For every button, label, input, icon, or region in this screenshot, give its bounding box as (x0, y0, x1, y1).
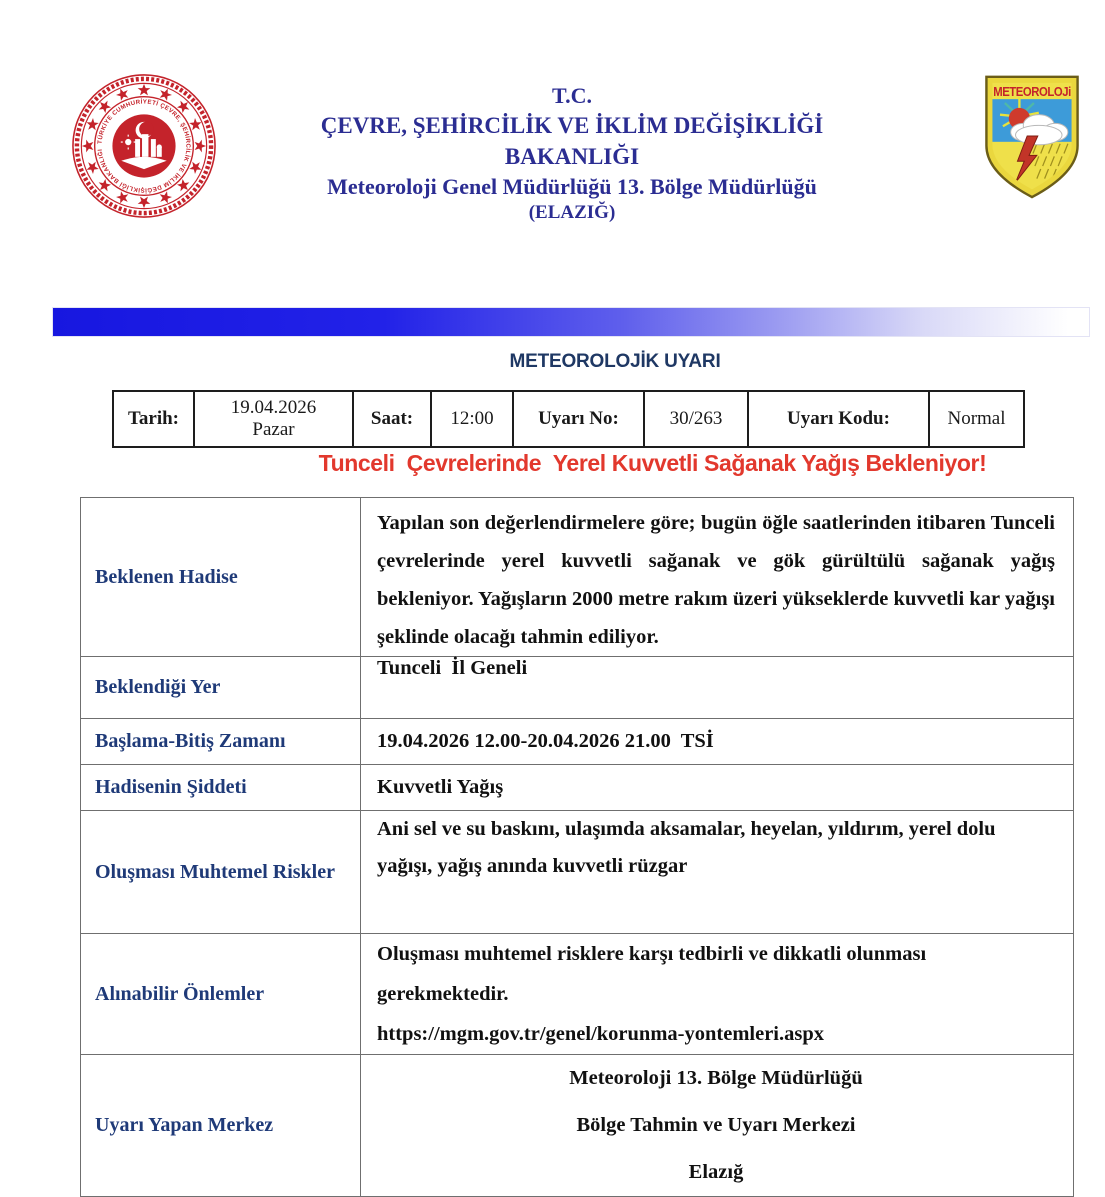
section-title: METEOROLOJİK UYARI (509, 351, 721, 372)
warning-detail-table (80, 497, 1074, 1197)
onlemler-text: Oluşması muhtemel risklere karşı tedbirli ve dikkatli olunması gerekmektedir. (377, 943, 927, 1005)
table-row (81, 811, 1074, 934)
warning-info-table (112, 390, 1025, 448)
saat-value: 12:00 (432, 392, 514, 446)
row-label-hadisenin-siddeti: Hadisenin Şiddeti (81, 765, 361, 811)
uyari-no-value: 30/263 (645, 392, 749, 446)
table-row (81, 719, 1074, 765)
header-ministry2: BAKANLIĞI (504, 144, 640, 169)
onlemler-url: https://mgm.gov.tr/genel/korunma-yontemleri.aspx (377, 1023, 824, 1045)
blue-gradient-divider (52, 307, 1090, 337)
row-label-riskler: Oluşması Muhtemel Riskler (81, 811, 361, 934)
shield-title-text: METEOROLOJi (993, 85, 1071, 100)
row-content-baslama-bitis: 19.04.2026 12.00-20.04.2026 21.00 TSİ (361, 719, 1074, 765)
uyari-no-label: Uyarı No: (514, 392, 645, 446)
row-label-onlemler: Alınabilir Önlemler (81, 934, 361, 1055)
row-content-beklenen-hadise: Yapılan son değerlendirmelere göre; bugün öğle saatlerinden itibaren Tunceli çevrelerinde yerel kuvvetli sağanak ve gök gürültülü sağanak yağış bekleniyor. Yağışların 2000 metre rakım üzeri yükseklerde kuvvetli kar yağışı şeklinde olacağı tahmin ediliyor. (361, 498, 1074, 657)
meteorology-shield-logo (976, 72, 1088, 200)
merkez-line-1: Meteoroloji 13. Bölge Müdürlüğü (569, 1067, 863, 1089)
table-row (81, 498, 1074, 657)
saat-label: Saat: (354, 392, 432, 446)
row-content-hadisenin-siddeti: Kuvvetli Yağış (361, 765, 1074, 811)
warning-headline: Tunceli Çevrelerinde Yerel Kuvvetli Sağanak Yağış Bekleniyor! (318, 450, 987, 476)
ministry-seal-logo (70, 72, 218, 220)
row-content-beklendigi-yer: Tunceli İl Geneli (361, 657, 1074, 719)
tarih-date: 19.04.2026 (230, 397, 317, 418)
table-row (81, 1055, 1074, 1197)
header-department: Meteoroloji Genel Müdürlüğü 13. Bölge Müdürlüğü (327, 174, 817, 199)
row-content-riskler: Ani sel ve su baskını, ulaşımda aksamalar, heyelan, yıldırım, yerel dolu yağışı, yağış anında kuvvetli rüzgar (361, 811, 1074, 934)
tarih-value (195, 392, 354, 446)
merkez-line-3: Elazığ (688, 1161, 744, 1183)
seal-circular-text: TÜRKİYE CUMHURİYETİ ÇEVRE, ŞEHİRCİLİK VE İKLİM DEĞİŞİKLİĞİ BAKANLIĞI (96, 98, 192, 194)
row-content-uyari-merkez (361, 1055, 1074, 1197)
row-label-beklendigi-yer: Beklendiği Yer (81, 657, 361, 719)
table-row (81, 657, 1074, 719)
document-header (262, 82, 882, 225)
tarih-day: Pazar (252, 419, 295, 440)
uyari-kodu-label: Uyarı Kodu: (749, 392, 930, 446)
uyari-kodu-value: Normal (947, 408, 1006, 429)
row-label-beklenen-hadise: Beklenen Hadise (81, 498, 361, 657)
row-label-baslama-bitis: Başlama-Bitiş Zamanı (81, 719, 361, 765)
header-tc: T.C. (552, 83, 592, 108)
header-ministry1: ÇEVRE, ŞEHİRCİLİK VE İKLİM DEĞİŞİKLİĞİ (320, 113, 824, 138)
row-label-uyari-merkez: Uyarı Yapan Merkez (81, 1055, 361, 1197)
table-row (81, 765, 1074, 811)
table-row (81, 934, 1074, 1055)
row-content-onlemler (361, 934, 1074, 1055)
header-city: (ELAZIĞ) (528, 202, 616, 223)
tarih-label: Tarih: (114, 392, 195, 446)
merkez-line-2: Bölge Tahmin ve Uyarı Merkezi (576, 1114, 856, 1136)
